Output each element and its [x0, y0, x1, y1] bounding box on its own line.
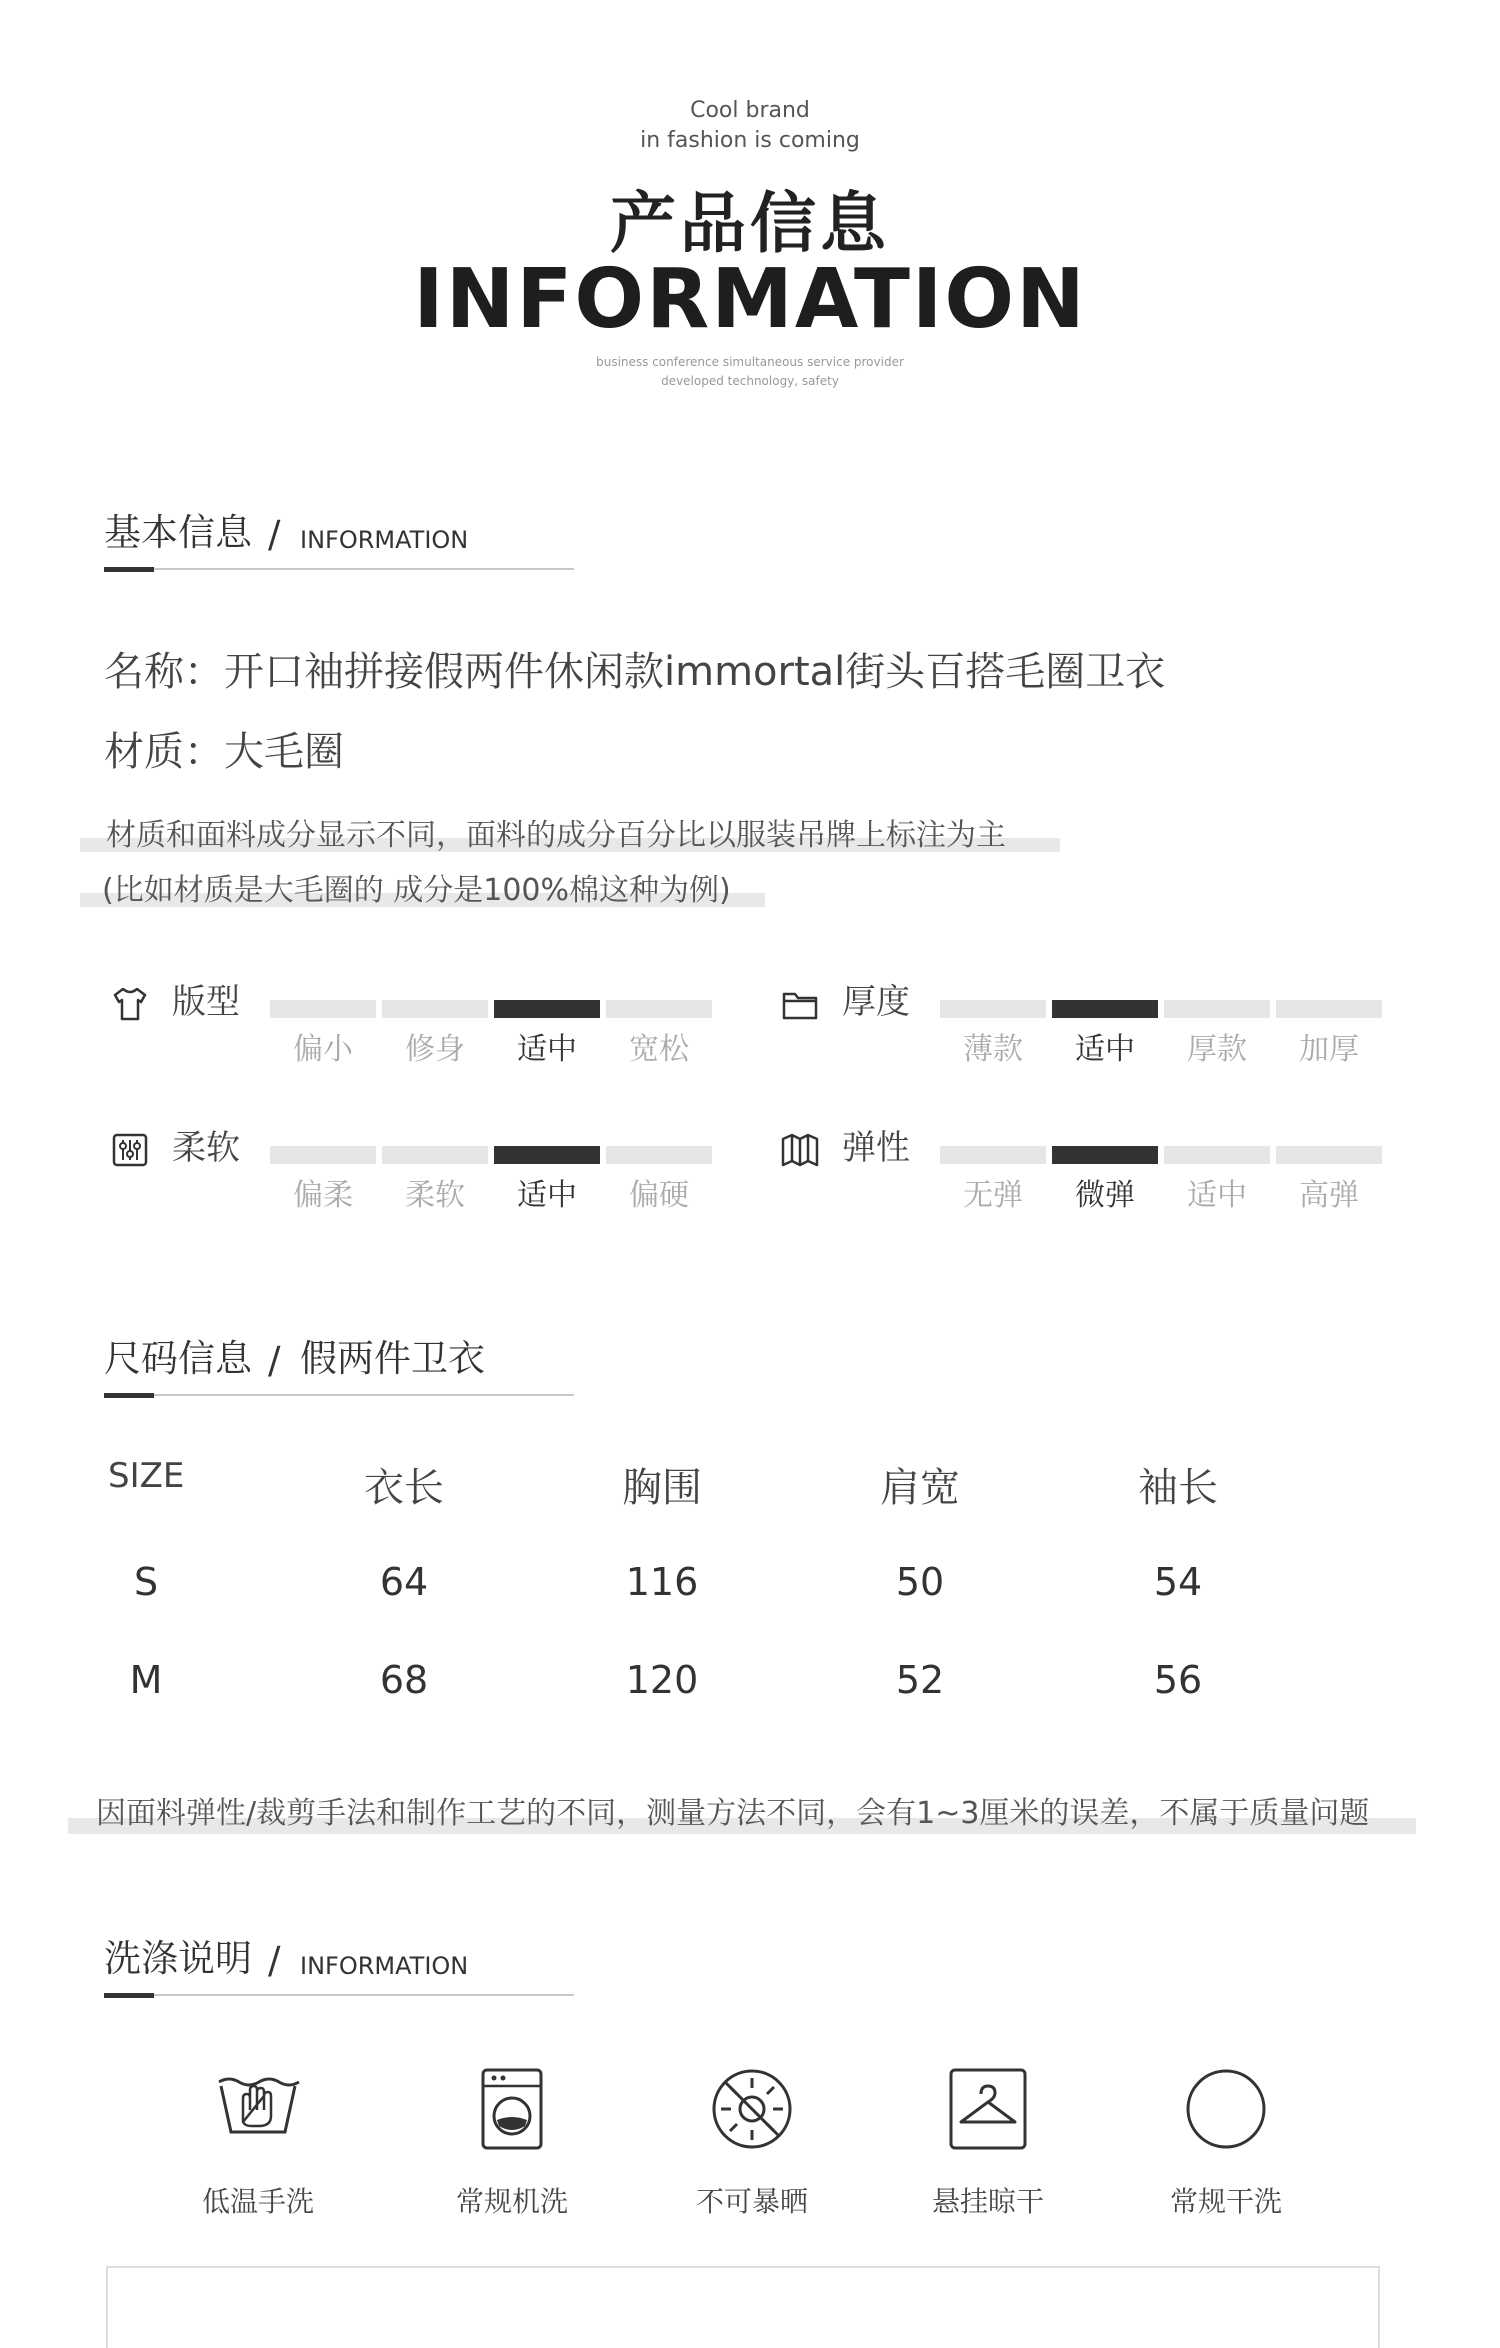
care-label: 悬挂晾干: [931, 2185, 1044, 2218]
table-cell: S: [133, 1560, 159, 1604]
section-divider-accent: [104, 1993, 154, 1998]
attribute-scale-segment: [382, 1000, 488, 1018]
attribute-option-label: 宽松: [629, 1032, 689, 1067]
folder-icon: [780, 984, 820, 1024]
attribute-label: 厚度: [842, 982, 910, 1022]
material-note-1: 材质和面料成分显示不同，面料的成分百分比以服装吊牌上标注为主: [106, 818, 1006, 853]
table-cell: 64: [379, 1560, 429, 1604]
attribute-scale-segment: [940, 1000, 1046, 1018]
washing-machine-icon: [467, 2064, 557, 2154]
tshirt-icon: [110, 984, 150, 1024]
section-heading-sub: 假两件卫衣: [300, 1337, 485, 1380]
section-heading-care: [104, 1936, 574, 1996]
attribute-option-label: 薄款: [963, 1032, 1023, 1067]
attribute-option-label: 柔软: [405, 1178, 465, 1213]
section-heading-en: INFORMATION: [300, 526, 469, 554]
attribute-scale-segment: [1276, 1146, 1382, 1164]
section-heading-cn: 基本信息: [104, 511, 252, 554]
dry-clean-icon: [1181, 2064, 1271, 2154]
size-note: 因面料弹性/裁剪手法和制作工艺的不同，测量方法不同，会有1~3厘米的误差，不属于质量问题: [96, 1796, 1370, 1831]
attribute-scale-segment: [1164, 1146, 1270, 1164]
section-divider: [104, 1394, 574, 1396]
section-divider-accent: [104, 567, 154, 572]
table-cell: 50: [895, 1560, 945, 1604]
section-divider: [104, 568, 574, 570]
attribute-option-label: 修身: [405, 1032, 465, 1067]
attribute-scale-segment: [494, 1000, 600, 1018]
attribute-option-label: 高弹: [1299, 1178, 1359, 1213]
brand-line-2: in fashion is coming: [640, 128, 860, 153]
attribute-scale-segment: [606, 1000, 712, 1018]
table-header-cell: 胸围: [622, 1465, 702, 1511]
attribute-option-label: 适中: [1075, 1032, 1135, 1067]
attribute-option-label: 适中: [517, 1032, 577, 1067]
bottom-frame: [106, 2266, 1380, 2348]
page-title-en: INFORMATION: [413, 252, 1087, 347]
attribute-option-label: 适中: [1187, 1178, 1247, 1213]
attribute-option-label: 偏柔: [293, 1178, 353, 1213]
care-label: 低温手洗: [201, 2185, 314, 2218]
attribute-scale-segment: [1052, 1000, 1158, 1018]
attribute-option-label: 厚款: [1187, 1032, 1247, 1067]
table-cell: M: [129, 1658, 163, 1702]
section-divider-accent: [104, 1393, 154, 1398]
section-divider: [104, 1994, 574, 1996]
attribute-scale-segment: [494, 1146, 600, 1164]
table-cell: 52: [895, 1658, 945, 1702]
section-heading-slash: /: [268, 1939, 281, 1982]
section-heading-basic: [104, 510, 574, 570]
brand-line-1: Cool brand: [690, 98, 810, 123]
attribute-scale-segment: [382, 1146, 488, 1164]
attribute-scale-segment: [1052, 1146, 1158, 1164]
material-note-2: (比如材质是大毛圈的 成分是100%棉这种为例): [102, 873, 731, 908]
table-cell: 56: [1153, 1658, 1203, 1702]
section-heading-en: INFORMATION: [300, 1952, 469, 1980]
attribute-scale-segment: [940, 1146, 1046, 1164]
table-cell: 68: [379, 1658, 429, 1702]
no-sun-icon: [707, 2064, 797, 2154]
attribute-scale-segment: [1276, 1000, 1382, 1018]
tagline-1: business conference simultaneous service provider: [596, 355, 904, 369]
attribute-option-label: 偏小: [293, 1032, 353, 1067]
section-heading-slash: /: [268, 513, 281, 556]
attribute-scale-segment: [606, 1146, 712, 1164]
attribute-label: 柔软: [172, 1128, 240, 1168]
table-header-cell: SIZE: [108, 1456, 185, 1496]
section-heading-size: [104, 1336, 574, 1396]
attribute-scale-segment: [270, 1146, 376, 1164]
hand-wash-icon: [213, 2064, 303, 2154]
care-label: 常规干洗: [1169, 2185, 1282, 2218]
book-icon: [780, 1130, 820, 1170]
table-header-cell: 袖长: [1138, 1465, 1218, 1511]
table-cell: 54: [1153, 1560, 1203, 1604]
sliders-icon: [110, 1130, 150, 1170]
attribute-label: 弹性: [842, 1128, 910, 1168]
attribute-scale-segment: [270, 1000, 376, 1018]
product-name: 名称：开口袖拼接假两件休闲款immortal街头百搭毛圈卫衣: [104, 649, 1166, 695]
page-title-cn: 产品信息: [610, 185, 890, 262]
section-heading-cn: 尺码信息: [104, 1337, 252, 1380]
attribute-option-label: 适中: [517, 1178, 577, 1213]
attribute-option-label: 加厚: [1299, 1032, 1359, 1067]
hanger-icon: [943, 2064, 1033, 2154]
section-heading-slash: /: [268, 1339, 281, 1382]
table-cell: 120: [625, 1658, 699, 1702]
table-header-cell: 肩宽: [880, 1465, 960, 1511]
section-heading-cn: 洗涤说明: [104, 1937, 252, 1980]
care-label: 常规机洗: [455, 2185, 568, 2218]
table-cell: 116: [625, 1560, 699, 1604]
table-header-cell: 衣长: [364, 1465, 444, 1511]
attribute-option-label: 偏硬: [629, 1178, 689, 1213]
attribute-label: 版型: [172, 982, 240, 1022]
attribute-scale-segment: [1164, 1000, 1270, 1018]
attribute-option-label: 微弹: [1075, 1178, 1135, 1213]
attribute-option-label: 无弹: [963, 1178, 1023, 1213]
care-label: 不可暴晒: [695, 2185, 808, 2218]
tagline-2: developed technology, safety: [661, 374, 839, 388]
product-material: 材质：大毛圈: [104, 729, 344, 775]
